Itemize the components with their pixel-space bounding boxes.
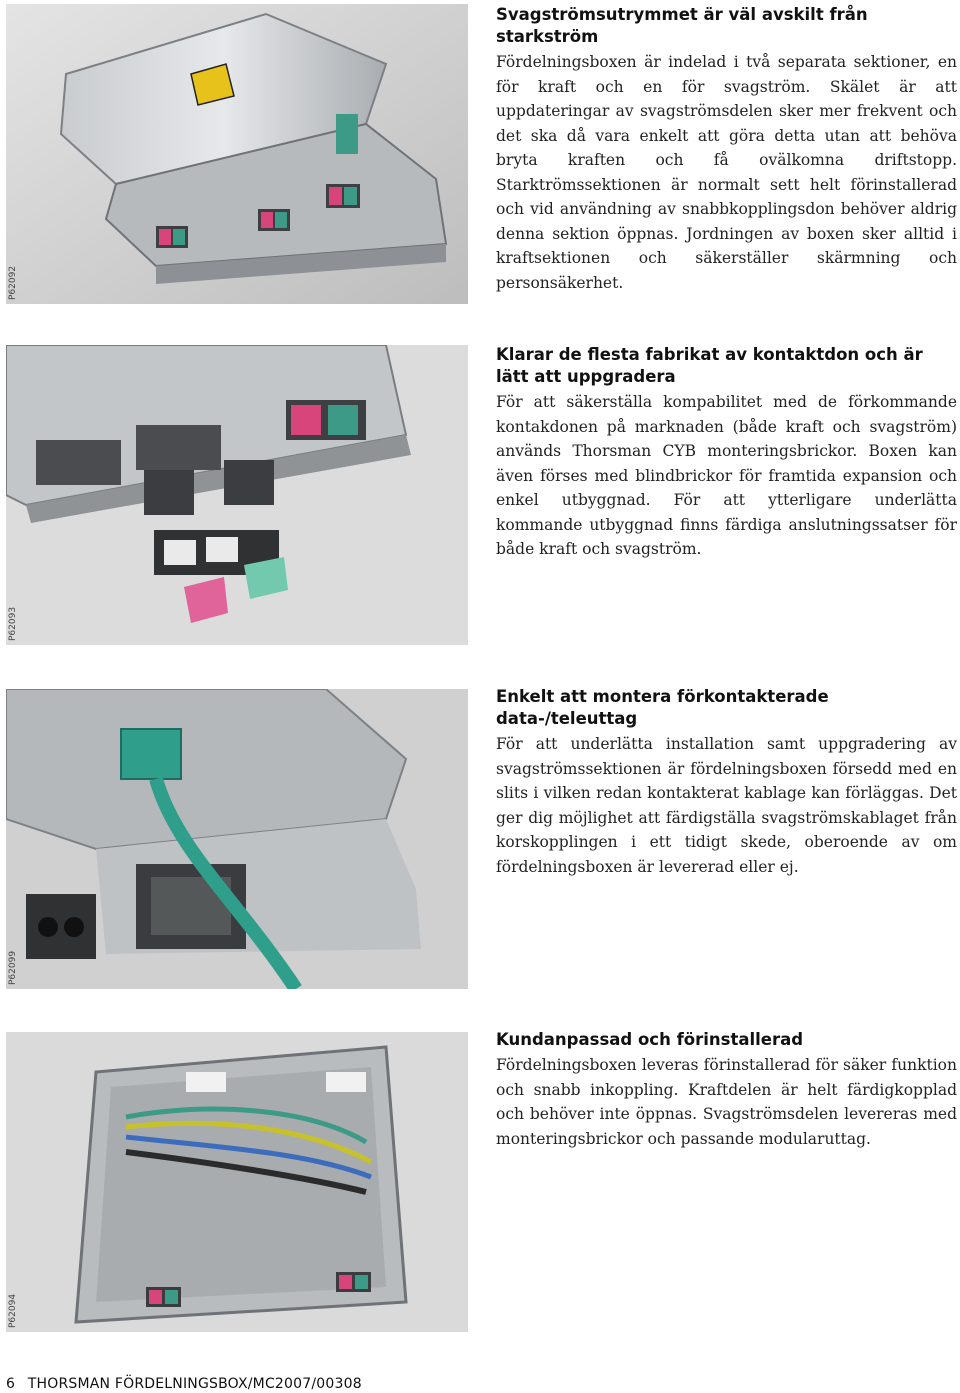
cable-slot-photo [6,689,468,989]
page-number: 6 [6,1376,16,1392]
section-body: För att säkerställa kompabilitet med de förkommande kontakdonen på marknaden (både kraft och svagström) används Thorsman CYB monteringsbrickor. Boxen kan även förses med blindbrickor för framtida expansion och enkel utbyggnad. För att ytterligare underlätta kommande utbyggnad finns färdiga anslutningssatser för både kraft och svagström. [496,393,957,558]
modules-photo [6,345,468,645]
photo-code: P62099 [8,950,18,985]
photo-box-sections [6,4,468,304]
section-low-voltage [496,4,957,295]
section-heading: Enkelt att montera förkontakterade data-/teleuttag [496,687,829,728]
page-footer [6,1376,362,1392]
photo-preinstalled [6,1032,468,1332]
preinstalled-box-photo [6,1032,468,1332]
section-body: Fördelningsboxen är indelad i två separata sektioner, en för kraft och en för svagström. Skälet är att uppdateringar av svagströmsdelen sker mer frekvent och det ska då vara enkelt att göra detta utan att behöva bryta kraften och få ovälkomna driftstopp. Starktrömssektionen är normalt sett helt förinstallerad och vid användning av snabbkopplingsdon behöver aldrig denna sektion öppnas. Jordningen av boxen sker alltid i kraftsektionen och säkerställer skärmning och personsäkerhet. [496,53,957,292]
photo-code: P62092 [8,265,18,300]
section-heading: Klarar de flesta fabrikat av kontaktdon och är lätt att uppgradera [496,345,923,386]
section-body: Fördelningsboxen leveras förinstallerad för säker funktion och snabb inkoppling. Kraftdelen är helt färdigkopplad och behöver inte öppnas. Svagströmsdelen levereras med monteringsbrickor och passande modularuttag. [496,1056,957,1148]
section-compatibility [496,344,957,562]
document-title: THORSMAN FÖRDELNINGSBOX/MC2007/00308 [27,1376,362,1392]
photo-code: P62093 [8,606,18,641]
photo-modules [6,345,468,645]
section-heading: Svagströmsutrymmet är väl avskilt från starkström [496,5,868,46]
section-preinstalled [496,1029,957,1151]
section-mounting [496,686,957,879]
distribution-box-photo [6,4,468,304]
photo-code: P62094 [8,1293,18,1328]
section-body: För att underlätta installation samt uppgradering av svagströmssektionen är fördelningsboxen försedd med en slits i vilken redan kontakterat kablage kan förläggas. Det ger dig möjlighet att färdigställa svagströmskablaget från korskopplingen i ett tidigt skede, oberoende av om fördelningsboxen är levererad eller ej. [496,735,957,876]
photo-cable-slot [6,689,468,989]
section-heading: Kundanpassad och förinstallerad [496,1030,804,1049]
